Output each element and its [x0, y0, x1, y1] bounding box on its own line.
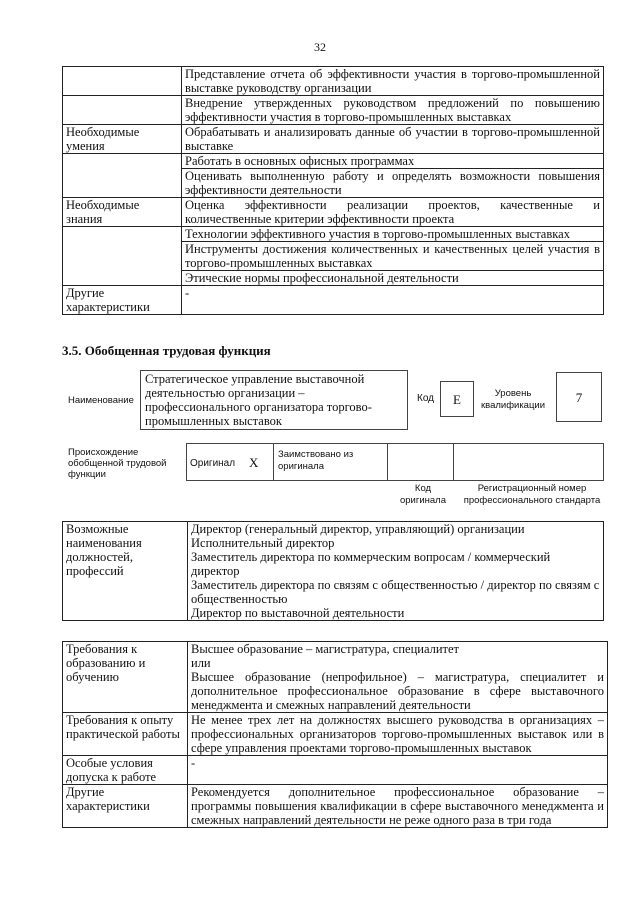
qualification-level-value: 7: [556, 372, 602, 422]
row-text: Внедрение утвержденных руководством предложений по повышению эффективности участия в торгово-промышленных выставках: [182, 96, 604, 125]
table-row: [63, 227, 604, 242]
table-row: [63, 756, 608, 785]
table-row: [63, 169, 604, 198]
row-text: Оценивать выполненную работу и определять возможности повышения эффективности деятельности: [182, 169, 604, 198]
list-item: Директор (генеральный директор, управляющий) организации: [191, 522, 525, 536]
row-text: -: [182, 286, 604, 315]
code-label: Код: [417, 393, 435, 404]
requirement-line: Высшее образование – магистратура, специалитет: [191, 642, 460, 656]
row-text: Не менее трех лет на должностях высшего руководства в организациях – профессиональных организаторов торгово-промышленных выставок или в сфере управления проектами торгово-промышленных выставок: [188, 713, 608, 756]
row-text: Технологии эффективного участия в торгово-промышленных выставках: [182, 227, 604, 242]
table-row: [63, 96, 604, 125]
origin-label: Происхождение обобщенной трудовой функции: [68, 447, 167, 480]
row-label: [63, 169, 182, 198]
positions-table: [62, 521, 604, 621]
code-value: E: [440, 381, 474, 417]
row-text: Инструменты достижения количественных и качественных целей участия в торгово-промышленных выставках: [182, 242, 604, 271]
original-code-cell: [387, 444, 454, 480]
section-title: 3.5. Обобщенная трудовая функция: [62, 343, 271, 358]
row-label: Необходимые знания: [63, 198, 182, 227]
list-item: Заместитель директора по коммерческим вопросам / коммерческий директор: [191, 550, 551, 578]
row-label: Другие характеристики: [63, 286, 182, 315]
table-row: [63, 642, 608, 713]
row-label: Особые условия допуска к работе: [63, 756, 188, 785]
row-label: [63, 271, 182, 286]
row-label: [63, 96, 182, 125]
list-item: Заместитель директора по связям с общественностью / директор по связям с общественностью: [191, 578, 600, 606]
row-label: [63, 154, 182, 169]
row-label: [63, 67, 182, 96]
requirement-line: Высшее образование (непрофильное) – магистратура, специалитет и дополнительное профессиональное образование в сфере выставочного менеджмента и смежных направлений деятельности: [191, 670, 604, 712]
original-code-caption: Код оригинала: [399, 483, 446, 506]
name-label: Наименование: [68, 395, 134, 406]
table-row: [63, 154, 604, 169]
requirement-line: или: [191, 656, 211, 670]
borrowed-cell: [273, 444, 388, 480]
origin-table: [186, 443, 604, 481]
row-text: [188, 642, 608, 713]
table-row: [63, 286, 604, 315]
row-text: Представление отчета об эффективности участия в торгово-промышленной выставке руководству организации: [182, 67, 604, 96]
positions-list: [188, 522, 604, 621]
row-text: Этические нормы профессиональной деятельности: [182, 271, 604, 286]
row-label: Требования к опыту практической работы: [63, 713, 188, 756]
row-text: Обрабатывать и анализировать данные об участии в торгово-промышленной выставке: [182, 125, 604, 154]
original-label: Оригинал: [190, 458, 236, 469]
table-row: [63, 125, 604, 154]
table-row: [63, 522, 604, 621]
function-name: Стратегическое управление выставочной деятельностью организации – профессионального организатора торгово-промышленных выставок: [140, 370, 408, 430]
row-label: [63, 242, 182, 271]
row-text: Оценка эффективности реализации проектов, качественные и количественные критерии эффективности проекта: [182, 198, 604, 227]
qualification-level-label: Уровень квалификации: [480, 388, 546, 411]
row-label: Требования к образованию и обучению: [63, 642, 188, 713]
table-row: [63, 785, 608, 828]
row-text: Работать в основных офисных программах: [182, 154, 604, 169]
row-label: Другие характеристики: [63, 785, 188, 828]
borrowed-label: Заимствовано из оригинала: [278, 449, 354, 472]
table-row: [63, 713, 608, 756]
registration-number-caption: Регистрационный номер профессионального стандарта: [463, 483, 601, 506]
page-number: 32: [314, 40, 326, 54]
original-mark: X: [249, 455, 259, 470]
table-row: [63, 67, 604, 96]
row-text: -: [188, 756, 608, 785]
skills-knowledge-table: [62, 66, 604, 315]
table-row: [63, 198, 604, 227]
positions-label: Возможные наименования должностей, профессий: [63, 522, 188, 621]
row-label: [63, 227, 182, 242]
table-row: [63, 271, 604, 286]
row-text: Рекомендуется дополнительное профессиональное образование – программы повышения квалификации в сфере выставочного менеджмента и смежных направлений деятельности не реже одного раза в три года: [188, 785, 608, 828]
list-item: Директор по выставочной деятельности: [191, 606, 405, 620]
registration-number-cell: [453, 444, 603, 480]
list-item: Исполнительный директор: [191, 536, 335, 550]
table-row: [63, 242, 604, 271]
row-label: Необходимые умения: [63, 125, 182, 154]
requirements-table: [62, 641, 608, 828]
original-cell: [187, 444, 274, 480]
